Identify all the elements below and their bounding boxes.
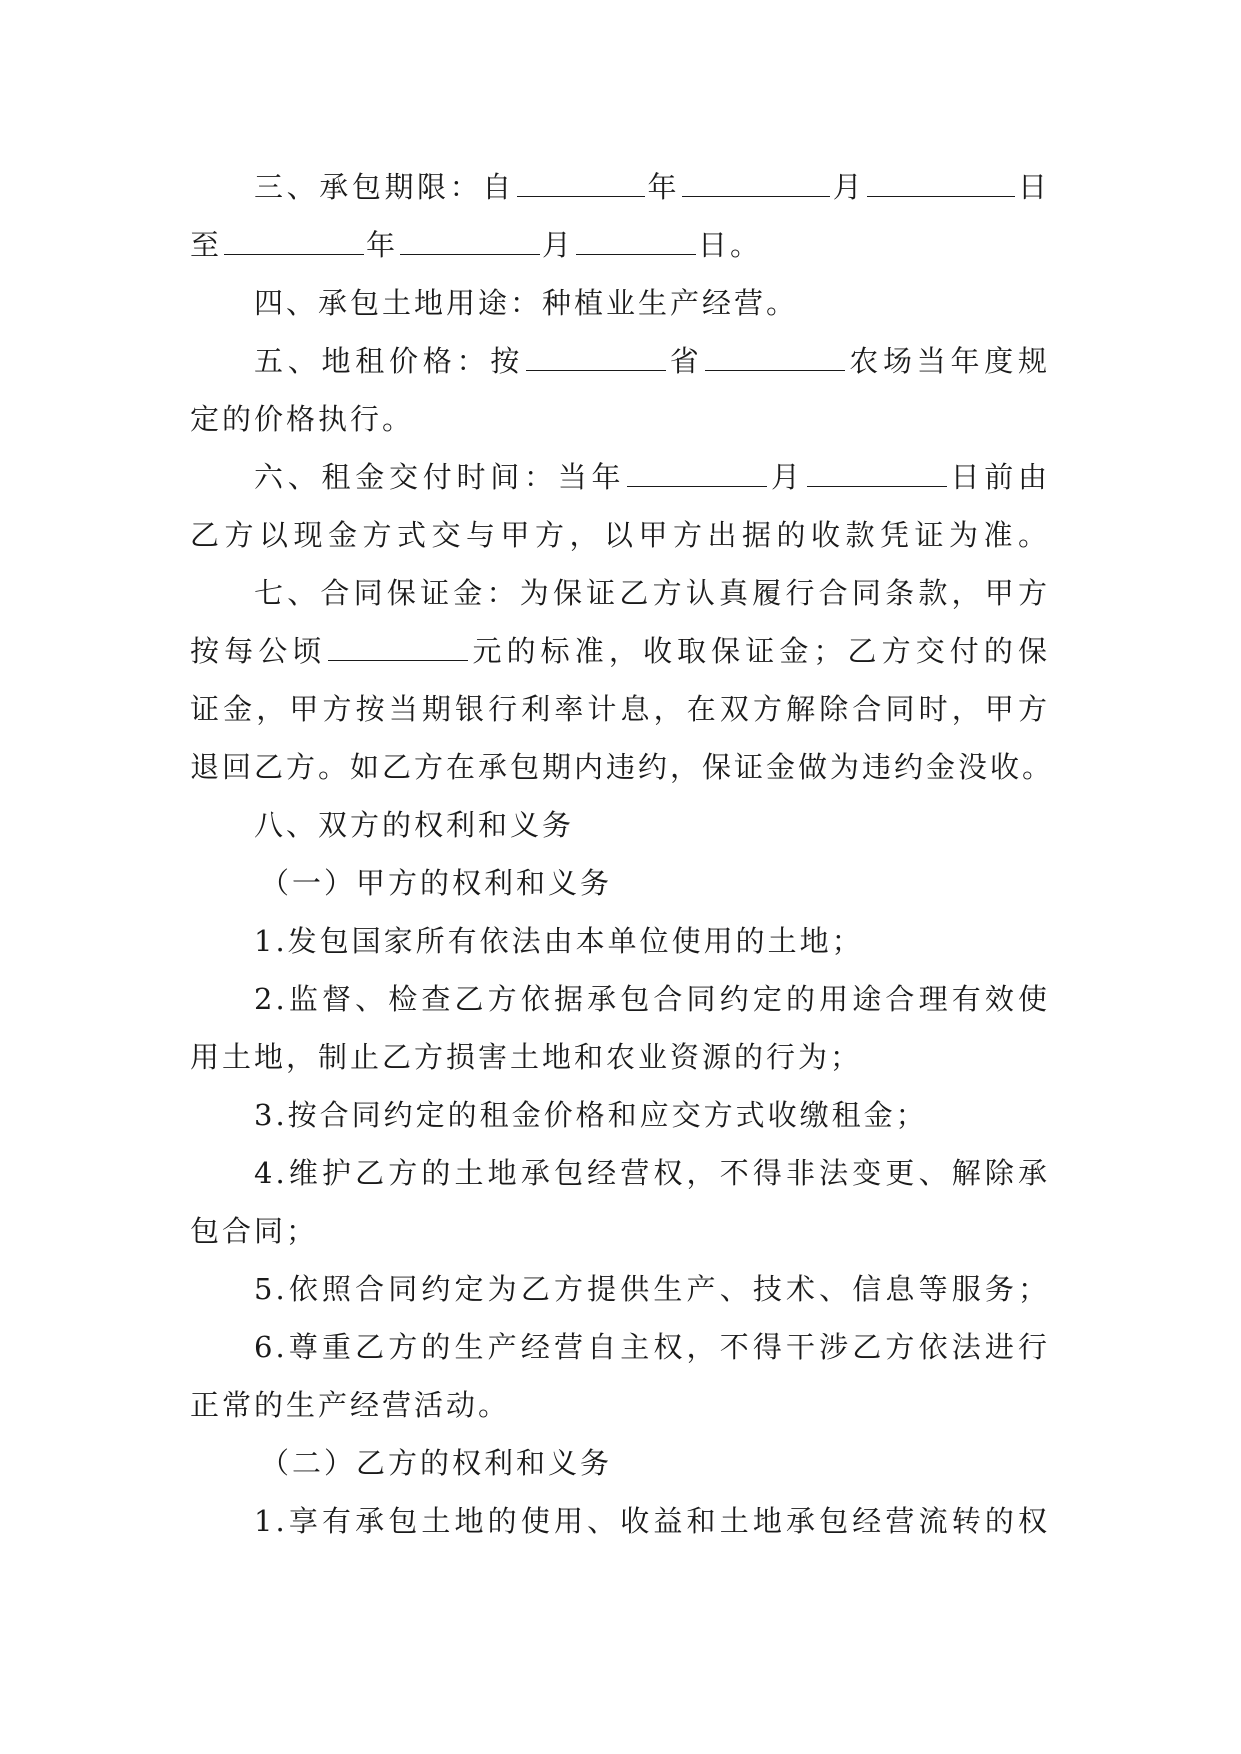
clause7-line3: 证金，甲方按当期银行利率计息，在双方解除合同时，甲方 bbox=[190, 692, 1050, 726]
clause6-line1 bbox=[190, 448, 1050, 506]
clause7-text: 按每公顷 bbox=[190, 634, 327, 668]
clause5-line1 bbox=[190, 332, 1050, 390]
clause3-text: 至 bbox=[190, 228, 223, 262]
clause3-text: 月 bbox=[832, 170, 866, 204]
party-a-item1: 1.发包国家所有依法由本单位使用的土地； bbox=[254, 924, 864, 958]
party-a-item5: 5.依照合同约定为乙方提供生产、技术、信息等服务； bbox=[254, 1272, 1050, 1306]
party-a-item2-line2: 用土地，制止乙方损害土地和农业资源的行为； bbox=[190, 1040, 863, 1074]
clause5-text: 五、地租价格：按 bbox=[254, 344, 524, 378]
party-a-item2-line1: 2.监督、检查乙方依据承包合同约定的用途合理有效使 bbox=[254, 982, 1050, 1016]
clause8-heading: 八、双方的权利和义务 bbox=[254, 808, 575, 842]
deposit-amount-blank bbox=[328, 630, 468, 661]
end-month-blank bbox=[400, 224, 540, 255]
clause3-text: 日 bbox=[1017, 170, 1050, 204]
clause5-text: 省 bbox=[667, 344, 704, 378]
party-a-item3: 3.按合同约定的租金价格和应交方式收缴租金； bbox=[254, 1098, 928, 1132]
party-a-item4-line2: 包合同； bbox=[190, 1214, 319, 1248]
clause3-text: 日。 bbox=[698, 228, 763, 262]
payment-month-blank bbox=[627, 456, 767, 487]
clause3-text: 年 bbox=[646, 170, 681, 204]
party-a-heading: （一）甲方的权利和义务 bbox=[260, 866, 613, 900]
clause3-text: 三、承包期限：自 bbox=[254, 170, 515, 204]
payment-day-blank bbox=[807, 456, 947, 487]
clause4-line: 四、承包土地用途：种植业生产经营。 bbox=[254, 286, 799, 320]
clause7-line1: 七、合同保证金：为保证乙方认真履行合同条款，甲方 bbox=[254, 576, 1050, 610]
party-a-item6-line2: 正常的生产经营活动。 bbox=[190, 1388, 511, 1422]
clause5-line2: 定的价格执行。 bbox=[190, 402, 415, 436]
clause5-text: 农场当年度规 bbox=[847, 344, 1050, 378]
start-day-blank bbox=[867, 166, 1015, 197]
start-month-blank bbox=[682, 166, 830, 197]
party-b-item1-line1: 1.享有承包土地的使用、收益和土地承包经营流转的权 bbox=[254, 1504, 1050, 1538]
clause3-line1 bbox=[190, 158, 1050, 216]
end-year-blank bbox=[224, 224, 364, 255]
clause6-text: 月 bbox=[769, 460, 805, 494]
clause3-text: 年 bbox=[366, 228, 399, 262]
clause6-line2: 乙方以现金方式交与甲方，以甲方出据的收款凭证为准。 bbox=[190, 518, 1050, 552]
province-blank bbox=[526, 340, 666, 371]
clause3-line2 bbox=[190, 216, 1050, 274]
party-a-item4-line1: 4.维护乙方的土地承包经营权，不得非法变更、解除承 bbox=[254, 1156, 1050, 1190]
start-year-blank bbox=[517, 166, 645, 197]
contract-body bbox=[190, 158, 1055, 1550]
end-day-blank bbox=[576, 224, 696, 255]
party-b-heading: （二）乙方的权利和义务 bbox=[260, 1446, 613, 1480]
clause6-text: 日前由 bbox=[948, 460, 1050, 494]
clause7-line4: 退回乙方。如乙方在承包期内违约，保证金做为违约金没收。 bbox=[190, 750, 1055, 784]
party-a-item6-line1: 6.尊重乙方的生产经营自主权，不得干涉乙方依法进行 bbox=[254, 1330, 1050, 1364]
clause3-text: 月 bbox=[542, 228, 575, 262]
clause6-text: 六、租金交付时间：当年 bbox=[254, 460, 626, 494]
farm-blank bbox=[705, 340, 845, 371]
clause7-text: 元的标准，收取保证金；乙方交付的保 bbox=[470, 634, 1050, 668]
clause7-line2 bbox=[190, 622, 1050, 680]
